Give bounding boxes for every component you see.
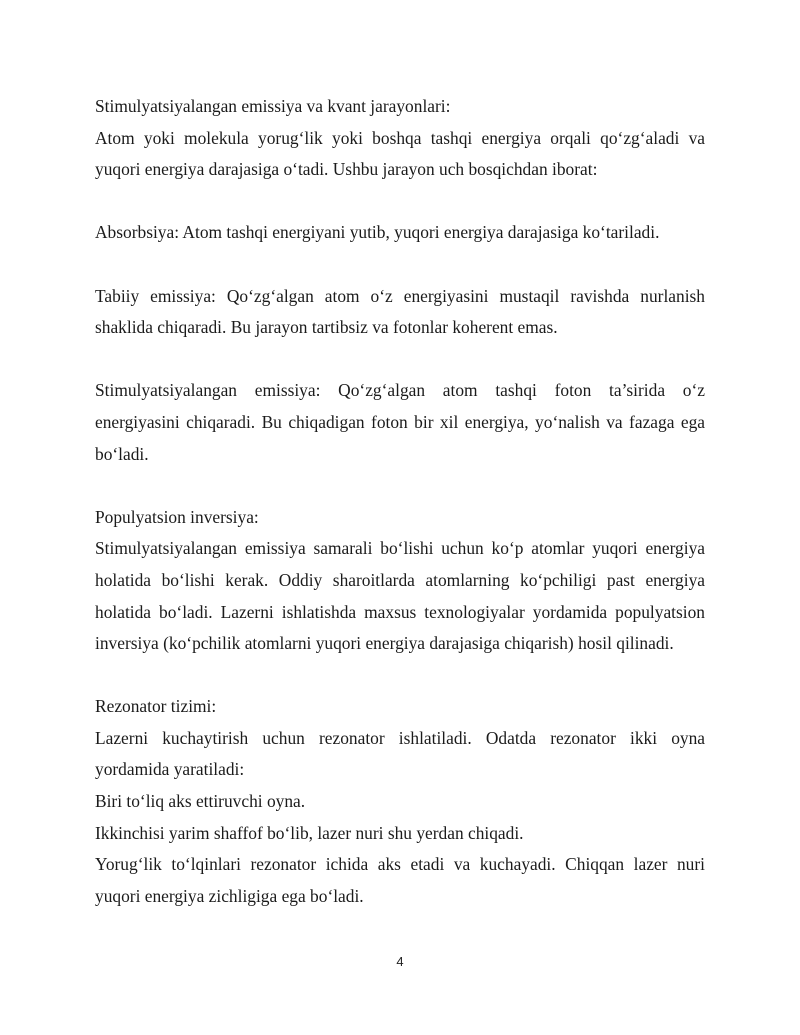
paragraph-line: Atom yoki molekula yorug‘lik yoki boshqa tashqi energiya orqali qo‘zg‘aladi va <box>95 127 705 148</box>
paragraph-line: Lazerni kuchaytirish uchun rezonator ishlatiladi. Odatda rezonator ikki oyna <box>95 727 705 748</box>
paragraph-line: Yorug‘lik to‘lqinlari rezonator ichida aks etadi va kuchayadi. Chiqqan lazer nuri <box>95 854 705 875</box>
paragraph-line: energiyasini chiqaradi. Bu chiqadigan foton bir xil energiya, yo‘nalish va fazaga ega <box>95 411 705 432</box>
body-text <box>95 91 705 912</box>
paragraph-line: holatida bo‘lishi kerak. Oddiy sharoitlarda atomlarning ko‘pchiligi past energiya <box>95 569 705 590</box>
paragraph-line: yuqori energiya darajasiga o‘tadi. Ushbu jarayon uch bosqichdan iborat: <box>95 159 598 180</box>
paragraph-line: Ikkinchisi yarim shaffof bo‘lib, lazer nuri shu yerdan chiqadi. <box>95 822 524 843</box>
paragraph-line: Stimulyatsiyalangan emissiya samarali bo‘lishi uchun ko‘p atomlar yuqori energiya <box>95 538 705 559</box>
paragraph-gap <box>95 249 705 281</box>
paragraph-gap <box>95 660 705 692</box>
section-heading-stimulated-emission: Stimulyatsiyalangan emissiya va kvant jarayonlari: <box>95 96 451 116</box>
paragraph-line: holatida bo‘ladi. Lazerni ishlatishda maxsus texnologiyalar yordamida populyatsion <box>95 601 705 622</box>
paragraph-line: yuqori energiya zichligiga ega bo‘ladi. <box>95 885 364 906</box>
paragraph-line: Biri to‘liq aks ettiruvchi oyna. <box>95 791 306 812</box>
paragraph-line: bo‘ladi. <box>95 443 149 464</box>
paragraph-gap <box>95 344 705 376</box>
paragraph-gap <box>95 186 705 218</box>
paragraph-absorption: Absorbsiya: Atom tashqi energiyani yutib, yuqori energiya darajasiga ko‘tariladi. <box>95 222 660 243</box>
paragraph-line: shaklida chiqaradi. Bu jarayon tartibsiz va fotonlar koherent emas. <box>95 317 558 338</box>
paragraph-line: inversiya (ko‘pchilik atomlarni yuqori energiya darajasiga chiqarish) hosil qilinadi. <box>95 633 674 654</box>
section-heading-population-inversion: Populyatsion inversiya: <box>95 506 259 527</box>
paragraph-line: Stimulyatsiyalangan emissiya: Qo‘zg‘algan atom tashqi foton ta’sirida o‘z <box>95 380 705 401</box>
paragraph-gap <box>95 470 705 502</box>
paragraph-line: yordamida yaratiladi: <box>95 759 245 780</box>
page-number: 4 <box>396 954 404 969</box>
section-heading-resonator: Rezonator tizimi: <box>95 696 217 717</box>
paragraph-line: Tabiiy emissiya: Qo‘zg‘algan atom o‘z energiyasini mustaqil ravishda nurlanish <box>95 285 705 306</box>
